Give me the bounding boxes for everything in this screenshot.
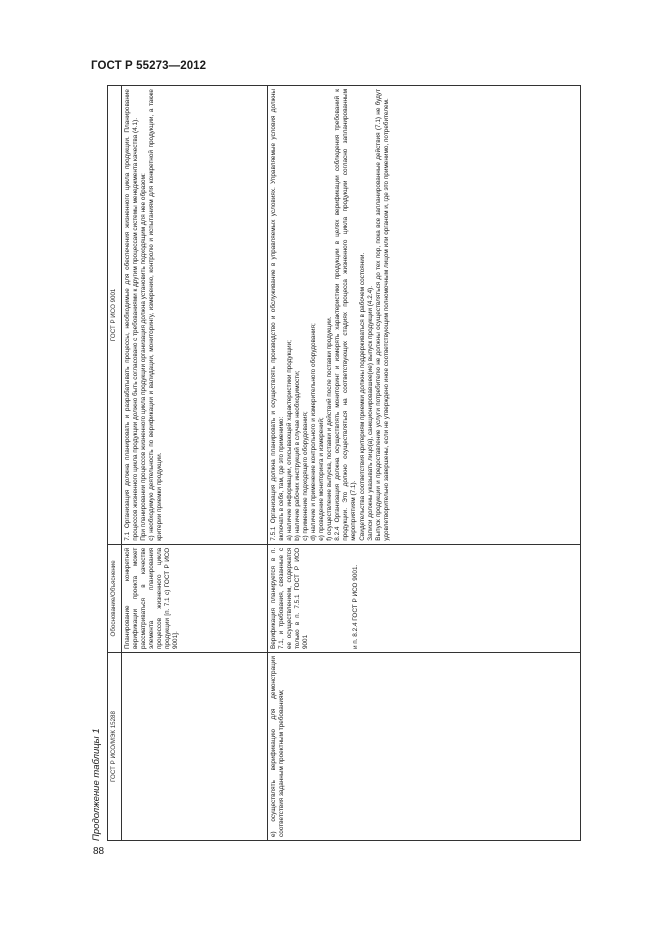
paragraph: Выпуск продукции и предоставление услуги потребителю не должны осуществляться до тех пор, пока все запланированные действия (7.1) не будут удовлетворительно завершены, если не утверждено иное соответствующим полномочным лицом или органом и, где это применимо, потребителем. [374, 89, 390, 541]
rotated-table-block [91, 85, 581, 841]
paragraph: е) проведение мониторинга и измерений; [318, 417, 326, 541]
cell-rationale [268, 544, 581, 652]
cell-iso9001 [268, 86, 581, 545]
paragraph: а) наличие информации, описывающей характеристики продукции; [286, 340, 294, 541]
page-number: 88 [93, 846, 105, 857]
paragraph: Записи должны указывать лицо(а), санкционировавшее(ие) выпуск продукции (4.2.4). [366, 285, 374, 541]
cell-iso9001 [122, 86, 268, 545]
table-row [122, 86, 268, 841]
paragraph: с) применение подходящего оборудования; [302, 411, 310, 541]
paragraph: 8.2.4 Организация должна осуществлять мониторинг и измерять характеристики продукции в целях верификации соблюдения требований к продукции. Это должно осуществляться на соответствующих стадиях процесса жизненного цикла продукции согласно запланированным мероприятиям (7.1). [334, 89, 358, 541]
paragraph: 7.1 Организация должна планировать и разрабатывать процессы, необходимые для обеспечения жизненного цикла продукции. Планирование процессов жизненного цикла продукции должно быть согласовано с требованиями к другим процессам системы менеджмента качества (4.1). [124, 89, 140, 541]
table-header-row [108, 86, 122, 841]
paragraph: При планировании процессов жизненного цикла продукции организация должна установить подходящим для нее образом: [140, 173, 148, 541]
paragraph: b) наличие рабочих инструкций в случае необходимости; [294, 370, 302, 541]
standard-designation: ГОСТ Р 55273—2012 [91, 60, 207, 72]
cell-iso15288 [122, 653, 268, 841]
column-header-iso9001: ГОСТ Р ИСО 9001 [108, 86, 122, 545]
paragraph: Верификация планируется в п. 7.1, и требования, связанные с ее осуществлением, содержатся только в п. 7.5.1 ГОСТ Р ИСО 9001 [270, 547, 310, 650]
paragraph: 7.5.1 Организация должна планировать и осуществлять производство и обслуживание в управляемых условиях. Управляемые условия должны включать в себя, там, где это применимо: [270, 89, 286, 541]
paragraph: f) осуществление выпуска, поставки и действий после поставки продукции. [326, 316, 334, 541]
comparison-table [107, 85, 581, 841]
paragraph: с) необходимую деятельность по верификации и валидации, мониторингу, измерению, контролю и испытаниям для конкретной продукции, а также критерии приемки продукции. [148, 89, 164, 541]
cell-rationale: Планирование конкретной верификации проекта может рассматриваться в качестве элемента планирования процессов жизненного цикла продукции [п. 7.1 с) ГОСТ Р ИСО 9001]. [122, 544, 268, 652]
table-row [268, 86, 581, 841]
column-header-rationale: Обоснование/Объяснение [108, 544, 122, 652]
column-header-iso15288: ГОСТ Р ИСО/МЭК 15288 [108, 653, 122, 841]
table-caption: Продолжение таблицы 1 [91, 728, 102, 841]
paragraph: и п. 8.2.4 ГОСТ Р ИСО 9001. [352, 564, 360, 650]
paragraph: d) наличие и применение контрольного и измерительного оборудования; [310, 323, 318, 541]
paragraph: Свидетельства соответствия критериям приемки должны поддерживаться в рабочем состоянии. [358, 252, 366, 541]
cell-iso15288: e) осуществлять верификацию для демонстрации соответствия заданным проектным требованиям; [268, 653, 581, 841]
